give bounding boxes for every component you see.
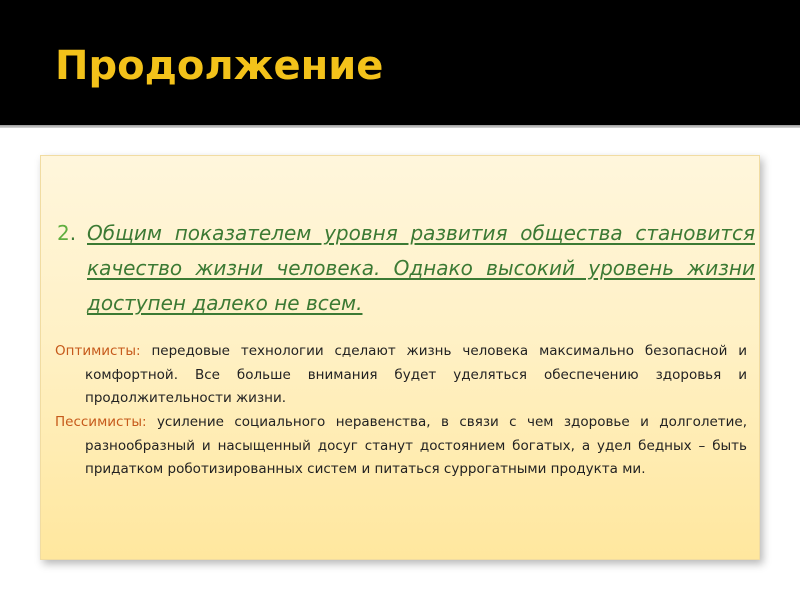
slide-title: Продолжение (55, 43, 384, 89)
title-divider (0, 125, 800, 128)
optimists-text: передовые технологии сделают жизнь человека максимально безопасной и комфортной. Все больше внимания будет уделяться обеспечению здоровья и продолжительности жизни. (85, 343, 747, 406)
pessimists-label: Пессимисты: (55, 414, 147, 430)
point-text: Общим показателем уровня развития общества становится качество жизни человека. Однако высокий уровень жизни доступен далеко не всем. (87, 221, 755, 315)
point-2 (57, 216, 755, 321)
point-number (57, 216, 87, 251)
point-number-punct: . (69, 221, 77, 245)
optimists-label: Оптимисты: (55, 343, 141, 359)
pessimists-text: усиление социального неравенства, в связи с чем здоровье и долголетие, разнообразный и насыщенный досуг станут достоянием богатых, а удел бедных – быть придатком роботизированных систем и питаться суррогатными продукта ми. (85, 414, 747, 477)
title-bar (0, 0, 800, 125)
point-number-digit: 2 (57, 221, 70, 245)
pessimists-paragraph (55, 411, 747, 482)
optimists-paragraph (55, 340, 747, 411)
content-box (40, 155, 760, 560)
